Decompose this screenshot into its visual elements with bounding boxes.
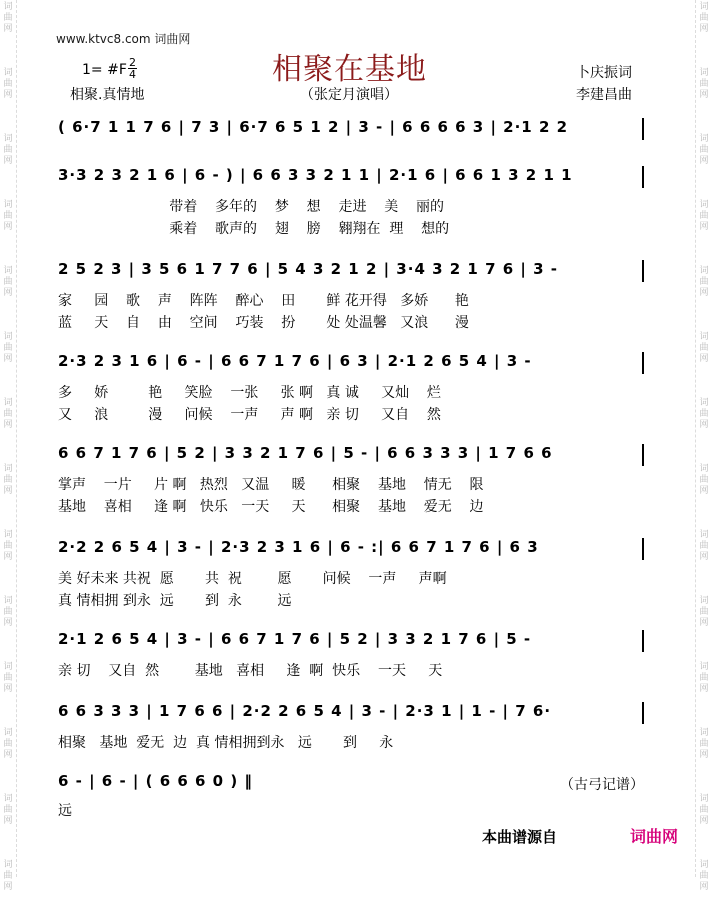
watermark-char: 曲 bbox=[3, 211, 13, 221]
barline bbox=[642, 352, 644, 374]
score-line-2: 3·3 2 3 2 1 6 | 6 - ) | 6 6 3 3 2 1 1 | 2·1 6 | 6 6 1 3 2 1 1 bbox=[58, 166, 573, 184]
watermark-group bbox=[0, 660, 16, 726]
watermark-group bbox=[696, 792, 712, 858]
barline bbox=[642, 166, 644, 188]
watermark-group bbox=[0, 726, 16, 792]
watermark-char: 网 bbox=[699, 618, 709, 628]
watermark-char: 词 bbox=[699, 68, 709, 78]
watermark-char: 网 bbox=[3, 354, 13, 364]
watermark-group bbox=[696, 594, 712, 660]
watermark-group bbox=[0, 594, 16, 660]
watermark-char: 曲 bbox=[3, 541, 13, 551]
lyric-line-7-verse-1: 亲 切 又自 然 基地 喜相 逢 啊 快乐 一天 天 bbox=[58, 663, 443, 679]
watermark-group bbox=[696, 528, 712, 594]
barline bbox=[642, 118, 644, 140]
watermark-char: 词 bbox=[3, 464, 13, 474]
song-subtitle: 相聚.真情地 bbox=[70, 87, 145, 103]
watermark-char: 曲 bbox=[3, 739, 13, 749]
watermark-group bbox=[0, 462, 16, 528]
score-line-7: 2·1 2 6 5 4 | 3 - | 6 6 7 1 7 6 | 5 2 | 3 3 2 1 7 6 | 5 - bbox=[58, 630, 532, 648]
time-signature-bottom: 4 bbox=[129, 68, 136, 81]
watermark-char: 词 bbox=[699, 794, 709, 804]
watermark-char: 网 bbox=[3, 816, 13, 826]
barline bbox=[642, 444, 644, 466]
watermark-char: 词 bbox=[3, 398, 13, 408]
lyric-line-3-verse-2: 蓝 天 自 由 空间 巧装 扮 处 处温馨 又浪 漫 bbox=[58, 315, 469, 331]
left-watermark-strip bbox=[0, 0, 17, 892]
watermark-char: 曲 bbox=[699, 211, 709, 221]
watermark-group bbox=[0, 858, 16, 924]
lyric-line-5-verse-2: 基地 喜相 逢 啊 快乐 一天 天 相聚 基地 爱无 边 bbox=[58, 499, 484, 515]
watermark-char: 网 bbox=[699, 90, 709, 100]
watermark-group bbox=[0, 396, 16, 462]
performer: （张定月演唱） bbox=[300, 87, 398, 103]
barline bbox=[642, 538, 644, 560]
watermark-group bbox=[696, 462, 712, 528]
watermark-char: 网 bbox=[3, 486, 13, 496]
barline bbox=[642, 630, 644, 652]
watermark-char: 网 bbox=[699, 354, 709, 364]
lyric-line-5-verse-1: 掌声 一片 片 啊 热烈 又温 暖 相聚 基地 情无 限 bbox=[58, 477, 484, 493]
watermark-group bbox=[696, 396, 712, 462]
watermark-group bbox=[696, 66, 712, 132]
watermark-char: 词 bbox=[699, 200, 709, 210]
watermark-char: 网 bbox=[3, 552, 13, 562]
source-label: 本曲谱源自 bbox=[482, 828, 558, 846]
watermark-char: 词 bbox=[699, 596, 709, 606]
composer: 李建昌曲 bbox=[576, 87, 632, 103]
watermark-char: 曲 bbox=[3, 607, 13, 617]
lyric-line-2-verse-1: 带着 多年的 梦 想 走进 美 丽的 bbox=[58, 199, 445, 215]
watermark-char: 网 bbox=[699, 222, 709, 232]
watermark-char: 曲 bbox=[3, 475, 13, 485]
watermark-group bbox=[0, 330, 16, 396]
watermark-group bbox=[0, 264, 16, 330]
lyric-line-6-verse-1: 美 好未来 共祝 愿 共 祝 愿 问候 一声 声啊 bbox=[58, 571, 447, 587]
score-line-3: 2 5 2 3 | 3 5 6 1 7 7 6 | 5 4 3 2 1 2 | 3·4 3 2 1 7 6 | 3 - bbox=[58, 260, 558, 278]
watermark-char: 曲 bbox=[3, 13, 13, 23]
watermark-char: 词 bbox=[699, 530, 709, 540]
watermark-char: 词 bbox=[699, 266, 709, 276]
watermark-char: 词 bbox=[699, 134, 709, 144]
watermark-char: 网 bbox=[699, 816, 709, 826]
watermark-group bbox=[696, 0, 712, 66]
watermark-char: 曲 bbox=[3, 871, 13, 881]
source-site-link[interactable]: 词曲网 bbox=[630, 827, 679, 846]
watermark-char: 词 bbox=[699, 398, 709, 408]
lyric-line-4-verse-2: 又 浪 漫 问候 一声 声 啊 亲 切 又自 然 bbox=[58, 407, 441, 423]
watermark-char: 词 bbox=[3, 794, 13, 804]
watermark-char: 网 bbox=[699, 750, 709, 760]
watermark-char: 词 bbox=[3, 200, 13, 210]
watermark-group bbox=[0, 528, 16, 594]
watermark-char: 网 bbox=[699, 552, 709, 562]
watermark-group bbox=[0, 66, 16, 132]
score-line-4: 2·3 2 3 1 6 | 6 - | 6 6 7 1 7 6 | 6 3 | 2·1 2 6 5 4 | 3 - bbox=[58, 352, 532, 370]
watermark-char: 词 bbox=[699, 728, 709, 738]
score-line-8: 6 6 3 3 3 | 1 7 6 6 | 2·2 2 6 5 4 | 3 - | 2·3 1 | 1 - | 7 6· bbox=[58, 702, 552, 720]
watermark-char: 曲 bbox=[3, 145, 13, 155]
score-line-1: ( 6·7 1 1 7 6 | 7 3 | 6·7 6 5 1 2 | 3 - | 6 6 6 6 3 | 2·1 2 2 bbox=[58, 118, 569, 136]
watermark-char: 词 bbox=[3, 68, 13, 78]
watermark-char: 词 bbox=[3, 332, 13, 342]
watermark-char: 词 bbox=[3, 134, 13, 144]
lyricist: 卜庆振词 bbox=[576, 65, 632, 81]
watermark-char: 曲 bbox=[699, 145, 709, 155]
lyric-line-4-verse-1: 多 娇 艳 笑脸 一张 张 啊 真 诚 又灿 烂 bbox=[58, 385, 441, 401]
watermark-char: 词 bbox=[3, 266, 13, 276]
barline bbox=[642, 702, 644, 724]
watermark-char: 网 bbox=[3, 156, 13, 166]
watermark-char: 曲 bbox=[699, 871, 709, 881]
watermark-group bbox=[0, 132, 16, 198]
watermark-char: 网 bbox=[699, 684, 709, 694]
watermark-char: 词 bbox=[699, 464, 709, 474]
watermark-char: 曲 bbox=[3, 79, 13, 89]
watermark-char: 曲 bbox=[699, 541, 709, 551]
watermark-char: 曲 bbox=[3, 673, 13, 683]
watermark-char: 网 bbox=[3, 24, 13, 34]
score-line-6: 2·2 2 6 5 4 | 3 - | 2·3 2 3 1 6 | 6 - :| 6 6 7 1 7 6 | 6 3 bbox=[58, 538, 539, 556]
time-signature-top: 2 bbox=[129, 56, 136, 69]
watermark-char: 曲 bbox=[699, 13, 709, 23]
barline bbox=[642, 260, 644, 282]
song-title: 相聚在基地 bbox=[272, 52, 427, 87]
score-line-9: 6 - | 6 - | ( 6 6 6 0 ) ‖ bbox=[58, 772, 253, 790]
watermark-char: 曲 bbox=[699, 805, 709, 815]
watermark-char: 网 bbox=[3, 684, 13, 694]
watermark-char: 词 bbox=[699, 860, 709, 870]
watermark-group bbox=[0, 792, 16, 858]
watermark-char: 网 bbox=[699, 156, 709, 166]
lyric-line-9-verse-1: 远 bbox=[58, 803, 72, 819]
watermark-group bbox=[0, 0, 16, 66]
watermark-char: 词 bbox=[3, 2, 13, 12]
watermark-char: 曲 bbox=[699, 739, 709, 749]
watermark-group bbox=[696, 198, 712, 264]
watermark-char: 曲 bbox=[3, 805, 13, 815]
watermark-char: 网 bbox=[3, 222, 13, 232]
watermark-char: 网 bbox=[699, 420, 709, 430]
site-url: www.ktvc8.com 词曲网 bbox=[56, 32, 191, 46]
watermark-char: 词 bbox=[3, 728, 13, 738]
watermark-char: 网 bbox=[699, 882, 709, 892]
watermark-char: 词 bbox=[699, 332, 709, 342]
watermark-char: 曲 bbox=[3, 343, 13, 353]
watermark-group bbox=[696, 132, 712, 198]
watermark-char: 曲 bbox=[699, 343, 709, 353]
notation-credit: （古弓记谱） bbox=[560, 777, 644, 793]
watermark-char: 词 bbox=[3, 530, 13, 540]
watermark-char: 网 bbox=[3, 420, 13, 430]
time-signature bbox=[128, 57, 137, 80]
lyric-line-2-verse-2: 乘着 歌声的 翅 膀 翱翔在 理 想的 bbox=[58, 221, 450, 237]
watermark-group bbox=[696, 858, 712, 924]
score-line-5: 6 6 7 1 7 6 | 5 2 | 3 3 2 1 7 6 | 5 - | 6 6 3 3 3 | 1 7 6 6 bbox=[58, 444, 553, 462]
watermark-char: 曲 bbox=[3, 277, 13, 287]
watermark-char: 词 bbox=[3, 860, 13, 870]
watermark-char: 网 bbox=[3, 90, 13, 100]
watermark-char: 曲 bbox=[699, 79, 709, 89]
watermark-char: 网 bbox=[699, 24, 709, 34]
watermark-char: 曲 bbox=[699, 475, 709, 485]
key-signature: 1= #F bbox=[82, 62, 127, 78]
watermark-char: 曲 bbox=[699, 673, 709, 683]
lyric-line-3-verse-1: 家 园 歌 声 阵阵 醉心 田 鲜 花开得 多娇 艳 bbox=[58, 293, 469, 309]
watermark-char: 词 bbox=[3, 596, 13, 606]
watermark-char: 曲 bbox=[699, 409, 709, 419]
watermark-char: 词 bbox=[3, 662, 13, 672]
watermark-char: 曲 bbox=[699, 277, 709, 287]
watermark-char: 网 bbox=[699, 486, 709, 496]
watermark-char: 词 bbox=[699, 2, 709, 12]
watermark-char: 曲 bbox=[699, 607, 709, 617]
watermark-group bbox=[696, 330, 712, 396]
watermark-group bbox=[696, 726, 712, 792]
watermark-char: 词 bbox=[699, 662, 709, 672]
watermark-group bbox=[696, 660, 712, 726]
watermark-char: 网 bbox=[3, 618, 13, 628]
watermark-char: 网 bbox=[3, 750, 13, 760]
watermark-group bbox=[0, 198, 16, 264]
watermark-group bbox=[696, 264, 712, 330]
watermark-char: 网 bbox=[3, 288, 13, 298]
lyric-line-6-verse-2: 真 情相拥 到永 远 到 永 远 bbox=[58, 593, 292, 609]
watermark-char: 网 bbox=[3, 882, 13, 892]
right-watermark-strip bbox=[695, 0, 712, 892]
watermark-char: 曲 bbox=[3, 409, 13, 419]
lyric-line-8-verse-1: 相聚 基地 爱无 边 真 情相拥到永 远 到 永 bbox=[58, 735, 394, 751]
watermark-char: 网 bbox=[699, 288, 709, 298]
